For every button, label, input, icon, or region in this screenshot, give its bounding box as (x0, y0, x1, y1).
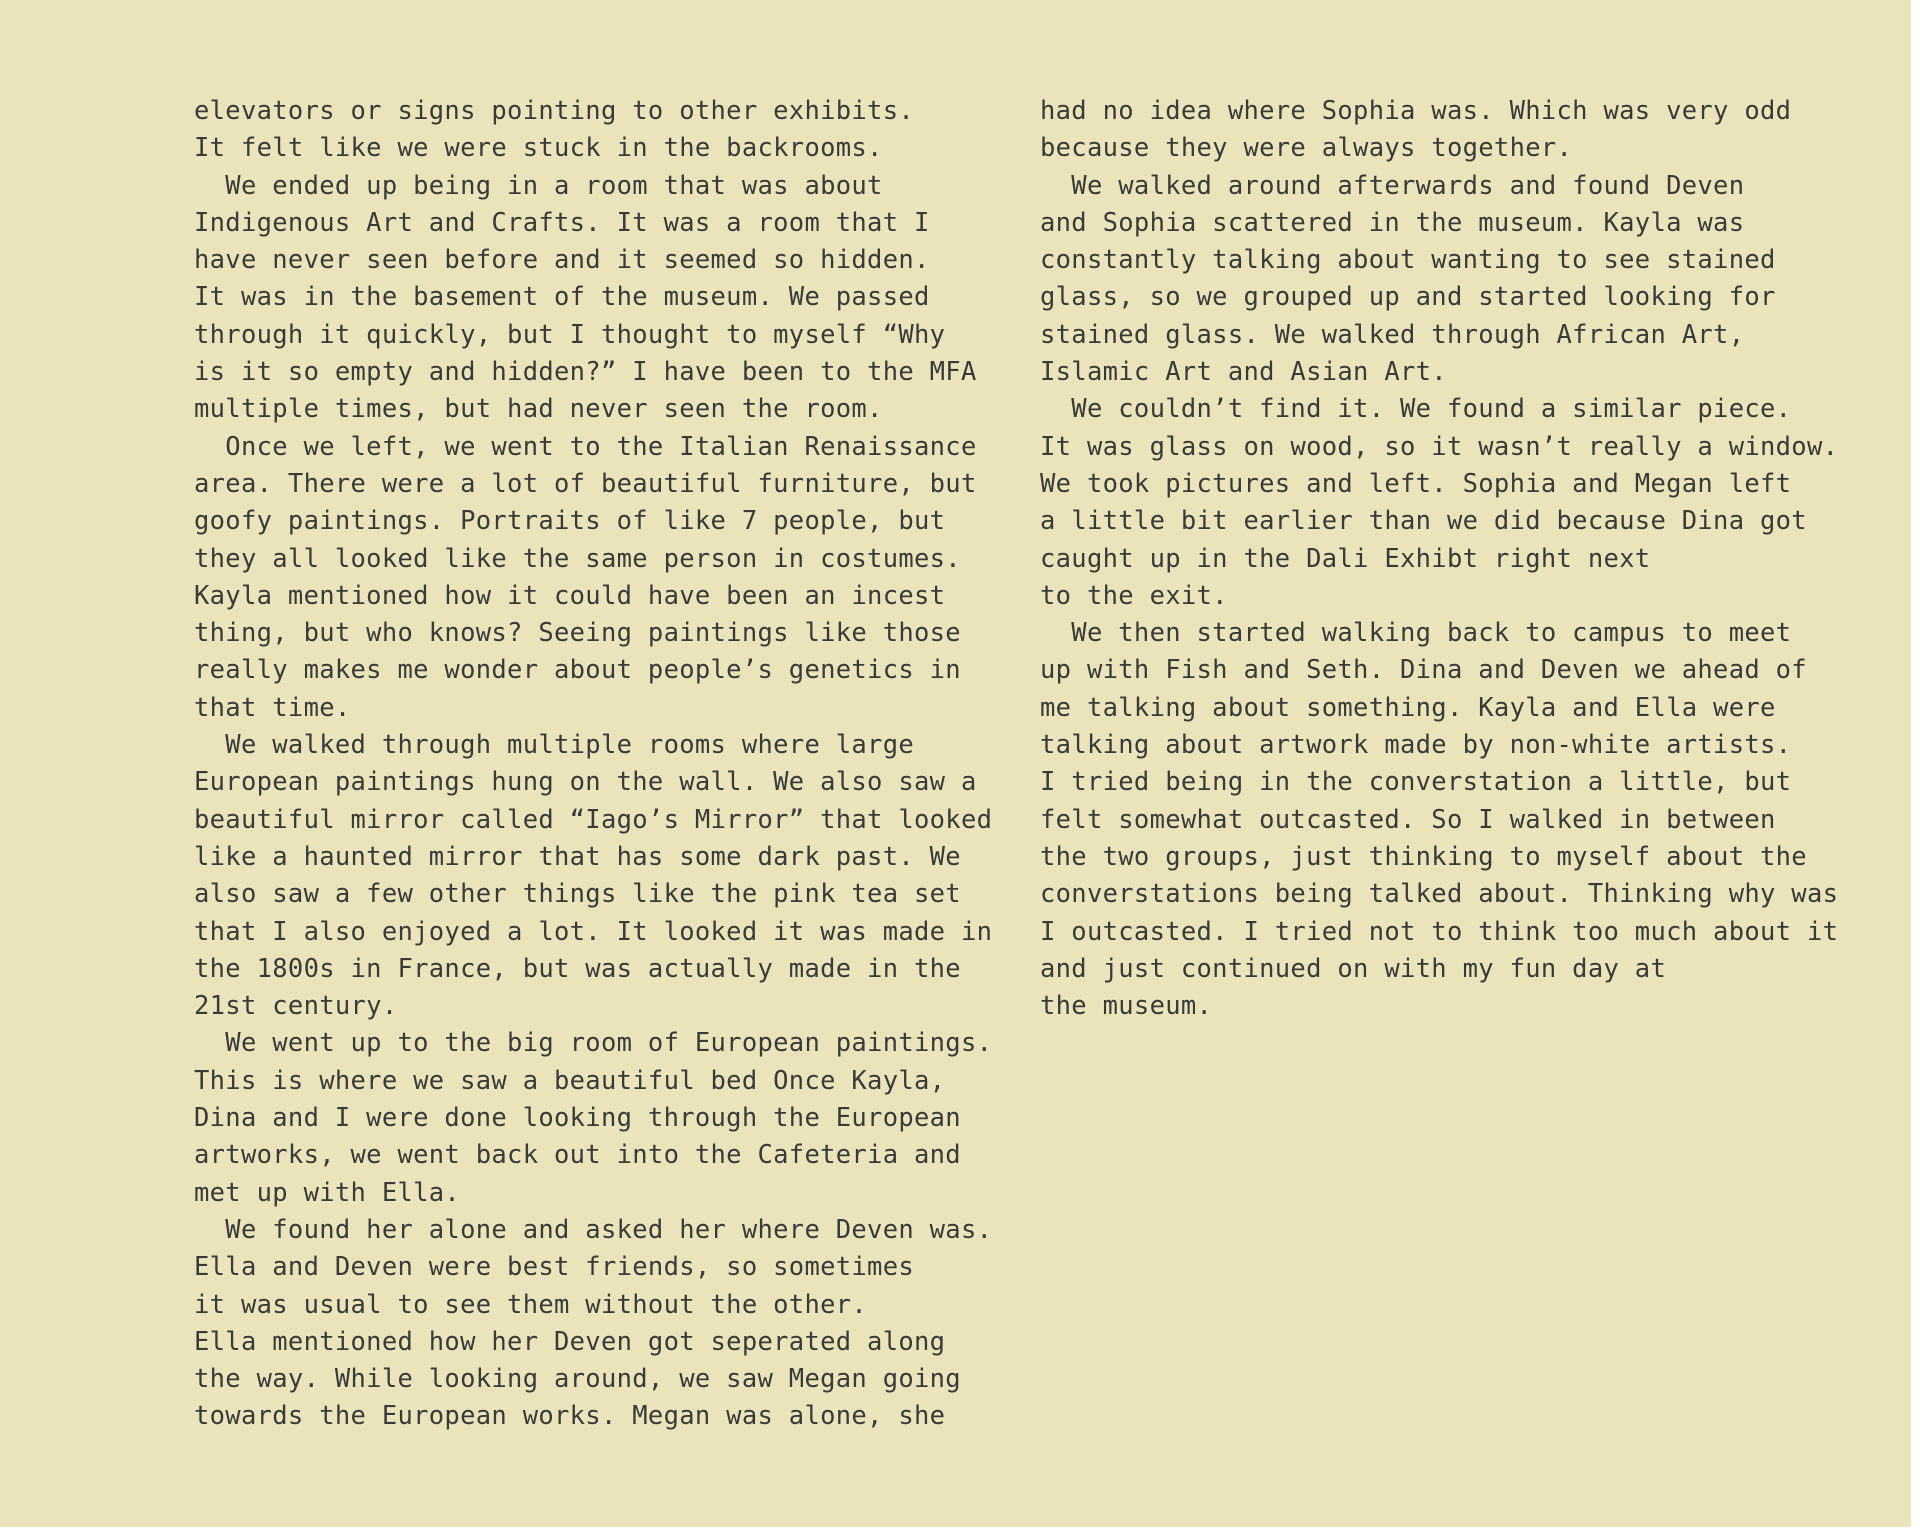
text-line: We went up to the big room of European paintings. (194, 1028, 993, 1059)
text-line: Ella mentioned how her Deven got seperated along (194, 1326, 946, 1357)
text-line: We ended up being in a room that was about (194, 170, 883, 201)
text-line: Dina and I were done looking through the European (194, 1103, 961, 1134)
text-line: caught up in the Dali Exhibt right next (1040, 543, 1651, 574)
text-line: the way. While looking around, we saw Megan going (194, 1364, 961, 1395)
text-line: glass, so we grouped up and started looking for (1040, 282, 1776, 313)
text-line: is it so empty and hidden?” I have been to the MFA (194, 357, 977, 388)
text-line: Kayla mentioned how it could have been an incest (194, 580, 946, 611)
text-line: really makes me wonder about people’s genetics in (194, 655, 961, 686)
text-line: a little bit earlier than we did because Dina got (1040, 506, 1807, 537)
text-line: that I also enjoyed a lot. It looked it was made in (194, 916, 993, 947)
text-line: We walked around afterwards and found Deven (1040, 170, 1745, 201)
text-line: have never seen before and it seemed so hidden. (194, 245, 930, 276)
text-line: also saw a few other things like the pink tea set (194, 879, 961, 910)
right-text-column (1040, 93, 1840, 1025)
text-line: towards the European works. Megan was alone, she (194, 1401, 946, 1432)
text-line: because they were always together. (1040, 133, 1573, 164)
text-line: We found her alone and asked her where Deven was. (194, 1214, 993, 1245)
text-line: it was usual to see them without the other. (194, 1289, 868, 1320)
left-text-column (194, 93, 993, 1436)
text-line: Islamic Art and Asian Art. (1040, 357, 1447, 388)
text-line: through it quickly, but I thought to myself “Why (194, 319, 946, 350)
text-line: We took pictures and left. Sophia and Megan left (1040, 468, 1792, 499)
text-line: to the exit. (1040, 580, 1228, 611)
text-line: and just continued on with my fun day at (1040, 953, 1667, 984)
text-line: multiple times, but had never seen the room. (194, 394, 883, 425)
text-line: felt somewhat outcasted. So I walked in between (1040, 804, 1776, 835)
text-line: the museum. (1040, 991, 1213, 1022)
text-line: met up with Ella. (194, 1177, 461, 1208)
text-line: beautiful mirror called “Iago’s Mirror” that looked (194, 804, 993, 835)
text-line: had no idea where Sophia was. Which was very odd (1040, 96, 1792, 126)
text-line: We walked through multiple rooms where large (194, 730, 915, 761)
text-line: talking about artwork made by non-white artists. (1040, 730, 1792, 761)
text-line: elevators or signs pointing to other exhibits. (194, 96, 915, 126)
text-line: This is where we saw a beautiful bed Once Kayla, (194, 1065, 946, 1096)
text-line: area. There were a lot of beautiful furniture, but (194, 468, 977, 499)
text-line: the two groups, just thinking to myself about the (1040, 841, 1807, 872)
text-line: thing, but who knows? Seeing paintings like those (194, 618, 961, 649)
text-line: 21st century. (194, 991, 398, 1022)
text-line: artworks, we went back out into the Cafeteria and (194, 1140, 961, 1171)
text-line: like a haunted mirror that has some dark past. We (194, 841, 961, 872)
text-line: they all looked like the same person in costumes. (194, 543, 961, 574)
text-line: me talking about something. Kayla and Ella were (1040, 692, 1776, 723)
text-line: We couldn’t find it. We found a similar piece. (1040, 394, 1792, 425)
text-line: constantly talking about wanting to see stained (1040, 245, 1776, 276)
text-line: Indigenous Art and Crafts. It was a room that I (194, 207, 930, 238)
text-line: Ella and Deven were best friends, so sometimes (194, 1252, 915, 1283)
text-line: converstations being talked about. Thinking why was (1040, 879, 1839, 910)
text-line: It felt like we were stuck in the backrooms. (194, 133, 883, 164)
text-line: Once we left, we went to the Italian Renaissance (194, 431, 977, 462)
text-line: It was glass on wood, so it wasn’t really a window. (1040, 431, 1839, 462)
text-line: European paintings hung on the wall. We also saw a (194, 767, 977, 798)
text-line: goofy paintings. Portraits of like 7 people, but (194, 506, 946, 537)
text-line: It was in the basement of the museum. We passed (194, 282, 930, 313)
text-line: the 1800s in France, but was actually made in the (194, 953, 961, 984)
text-line: that time. (194, 692, 351, 723)
text-line: I outcasted. I tried not to think too much about it (1040, 916, 1839, 947)
text-line: I tried being in the converstation a little, but (1040, 767, 1792, 798)
text-line: and Sophia scattered in the museum. Kayla was (1040, 207, 1745, 238)
text-line: We then started walking back to campus to meet (1040, 618, 1792, 649)
text-line: up with Fish and Seth. Dina and Deven we ahead of (1040, 655, 1807, 686)
text-line: stained glass. We walked through African Art, (1040, 319, 1745, 350)
